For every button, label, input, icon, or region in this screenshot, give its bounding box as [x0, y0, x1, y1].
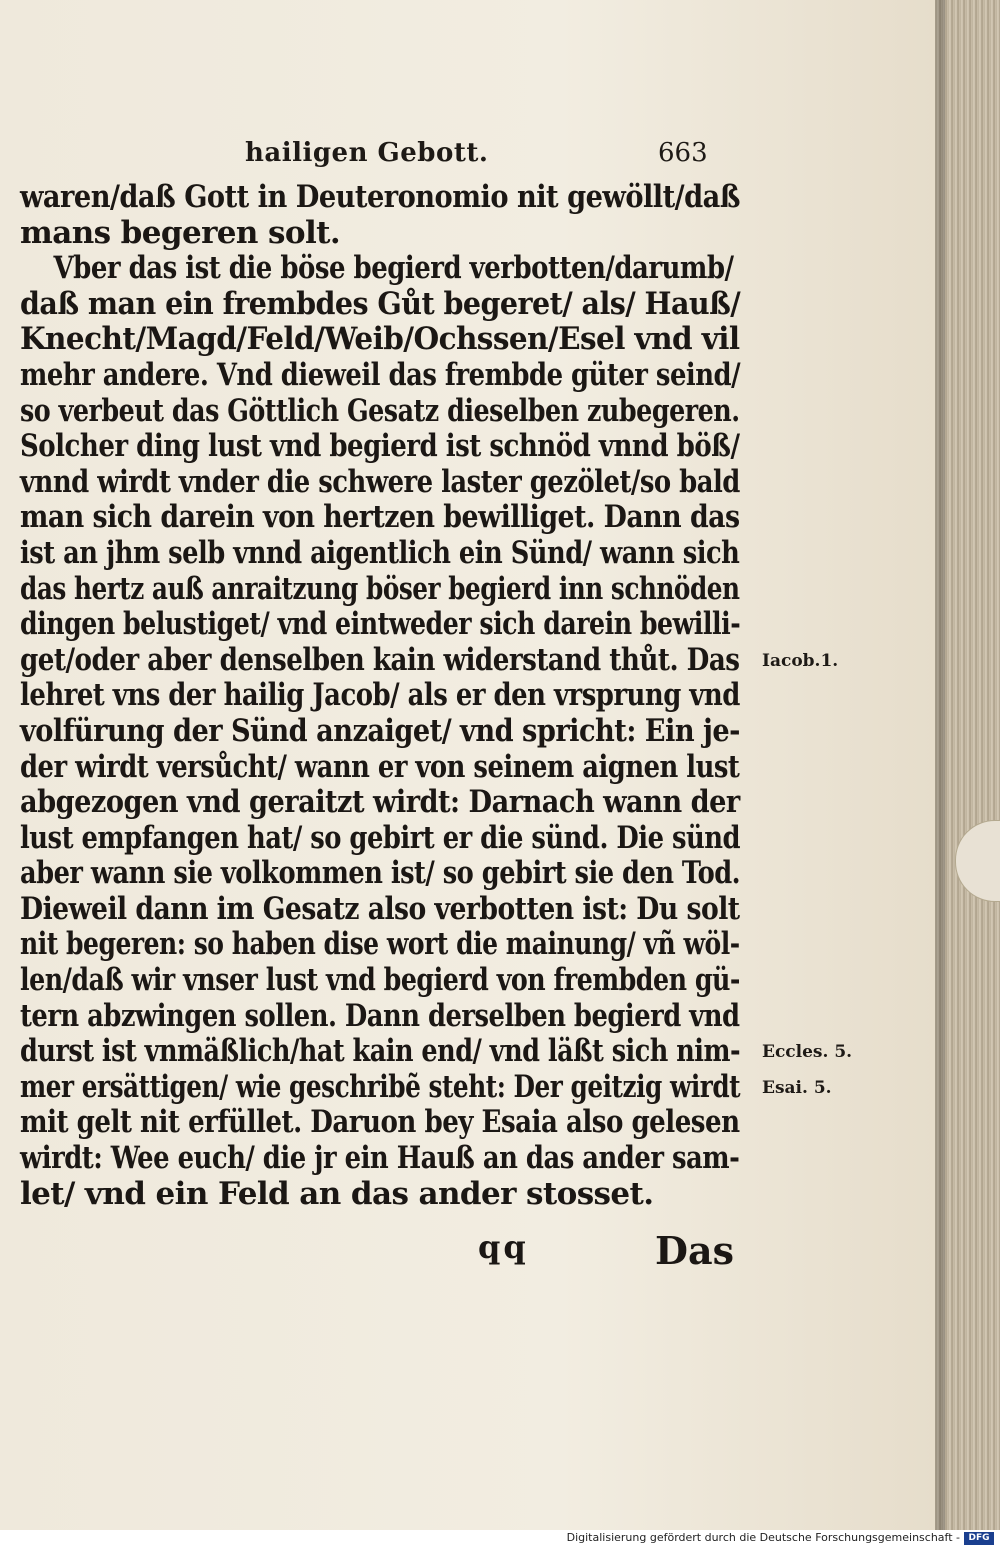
text-line: Vber das ist die böse begierd verbotten/darumb/	[53, 250, 734, 287]
running-title: hailigen Gebott.	[245, 138, 489, 168]
dfg-logo: DFG	[964, 1532, 994, 1545]
marginal-note: Iacob.1.	[762, 650, 839, 671]
digitization-credit-bar	[0, 1530, 1000, 1547]
text-line: durst ist vnmäßlich/hat kain end/ vnd läßt sich nim-	[20, 1033, 741, 1070]
text-line: Knecht/Magd/Feld/Weib/Ochssen/Esel vnd vil	[20, 321, 740, 358]
text-line: vnnd wirdt vnder die schwere laster gezölet/so bald	[20, 463, 740, 500]
catchword: Das	[655, 1228, 734, 1273]
text-line: volfürung der Sünd anzaiget/ vnd spricht: Ein je-	[20, 712, 740, 749]
text-line: daß man ein frembdes Gůt begeret/ als/ Hauß/	[20, 285, 741, 322]
text-line: let/ vnd ein Feld an das ander stosset.	[20, 1175, 654, 1212]
text-line: mans begeren solt.	[20, 214, 341, 251]
page-bottom-marks	[0, 1228, 935, 1278]
text-line: lehret vns der hailig Jacob/ als er den vrsprung vnd	[20, 677, 740, 714]
text-line: get/oder aber denselben kain widerstand thůt. Das	[20, 641, 740, 678]
text-line: man sich darein von hertzen bewilliget. Dann das	[20, 499, 740, 536]
text-line: aber wann sie volkommen ist/ so gebirt sie den Tod.	[20, 855, 741, 892]
text-line: waren/daß Gott in Deuteronomio nit gewöllt/daß	[20, 179, 740, 215]
text-line: das hertz auß anraitzung böser begierd inn schnöden	[20, 570, 740, 607]
text-line: len/daß wir vnser lust vnd begierd von frembden gü-	[20, 962, 740, 999]
running-head	[0, 138, 935, 172]
main-text-block	[20, 180, 740, 1212]
signature-mark: qq	[478, 1228, 529, 1266]
text-line: der wirdt versůcht/ wann er von seinem aignen lust	[20, 748, 740, 785]
text-line: so verbeut das Göttlich Gesatz dieselben zubegeren.	[20, 392, 740, 429]
text-line: tern abzwingen sollen. Dann derselben begierd vnd	[20, 997, 740, 1034]
text-line: mer ersättigen/ wie geschribẽ steht: Der geitzig wirdt	[20, 1068, 741, 1105]
text-line: mehr andere. Vnd dieweil das frembde güter seind/	[20, 356, 741, 393]
text-line: Solcher ding lust vnd begierd ist schnöd vnnd böß/	[20, 428, 740, 465]
text-line: wirdt: Wee euch/ die jr ein Hauß an das ander sam-	[20, 1140, 740, 1177]
text-line: nit begeren: so haben dise wort die mainung/ vñ wöl-	[20, 926, 740, 963]
text-line: lust empfangen hat/ so gebirt er die sünd. Die sünd	[20, 819, 741, 856]
text-line: abgezogen vnd geraitzt wirdt: Darnach wann der	[20, 784, 740, 821]
text-line: mit gelt nit erfüllet. Daruon bey Esaia also gelesen	[20, 1104, 740, 1141]
credit-text: Digitalisierung gefördert durch die Deutsche Forschungsgemeinschaft -	[566, 1531, 960, 1544]
marginal-note: Esai. 5.	[762, 1078, 832, 1098]
text-line: Dieweil dann im Gesatz also verbotten ist: Du solt	[20, 890, 740, 927]
text-line: dingen belustiget/ vnd eintweder sich darein bewilli-	[20, 606, 741, 643]
text-line: ist an jhm selb vnnd aigentlich ein Sünd/ wann sich	[20, 534, 740, 571]
page-number: 663	[658, 138, 708, 168]
marginal-note: Eccles. 5.	[762, 1042, 853, 1063]
